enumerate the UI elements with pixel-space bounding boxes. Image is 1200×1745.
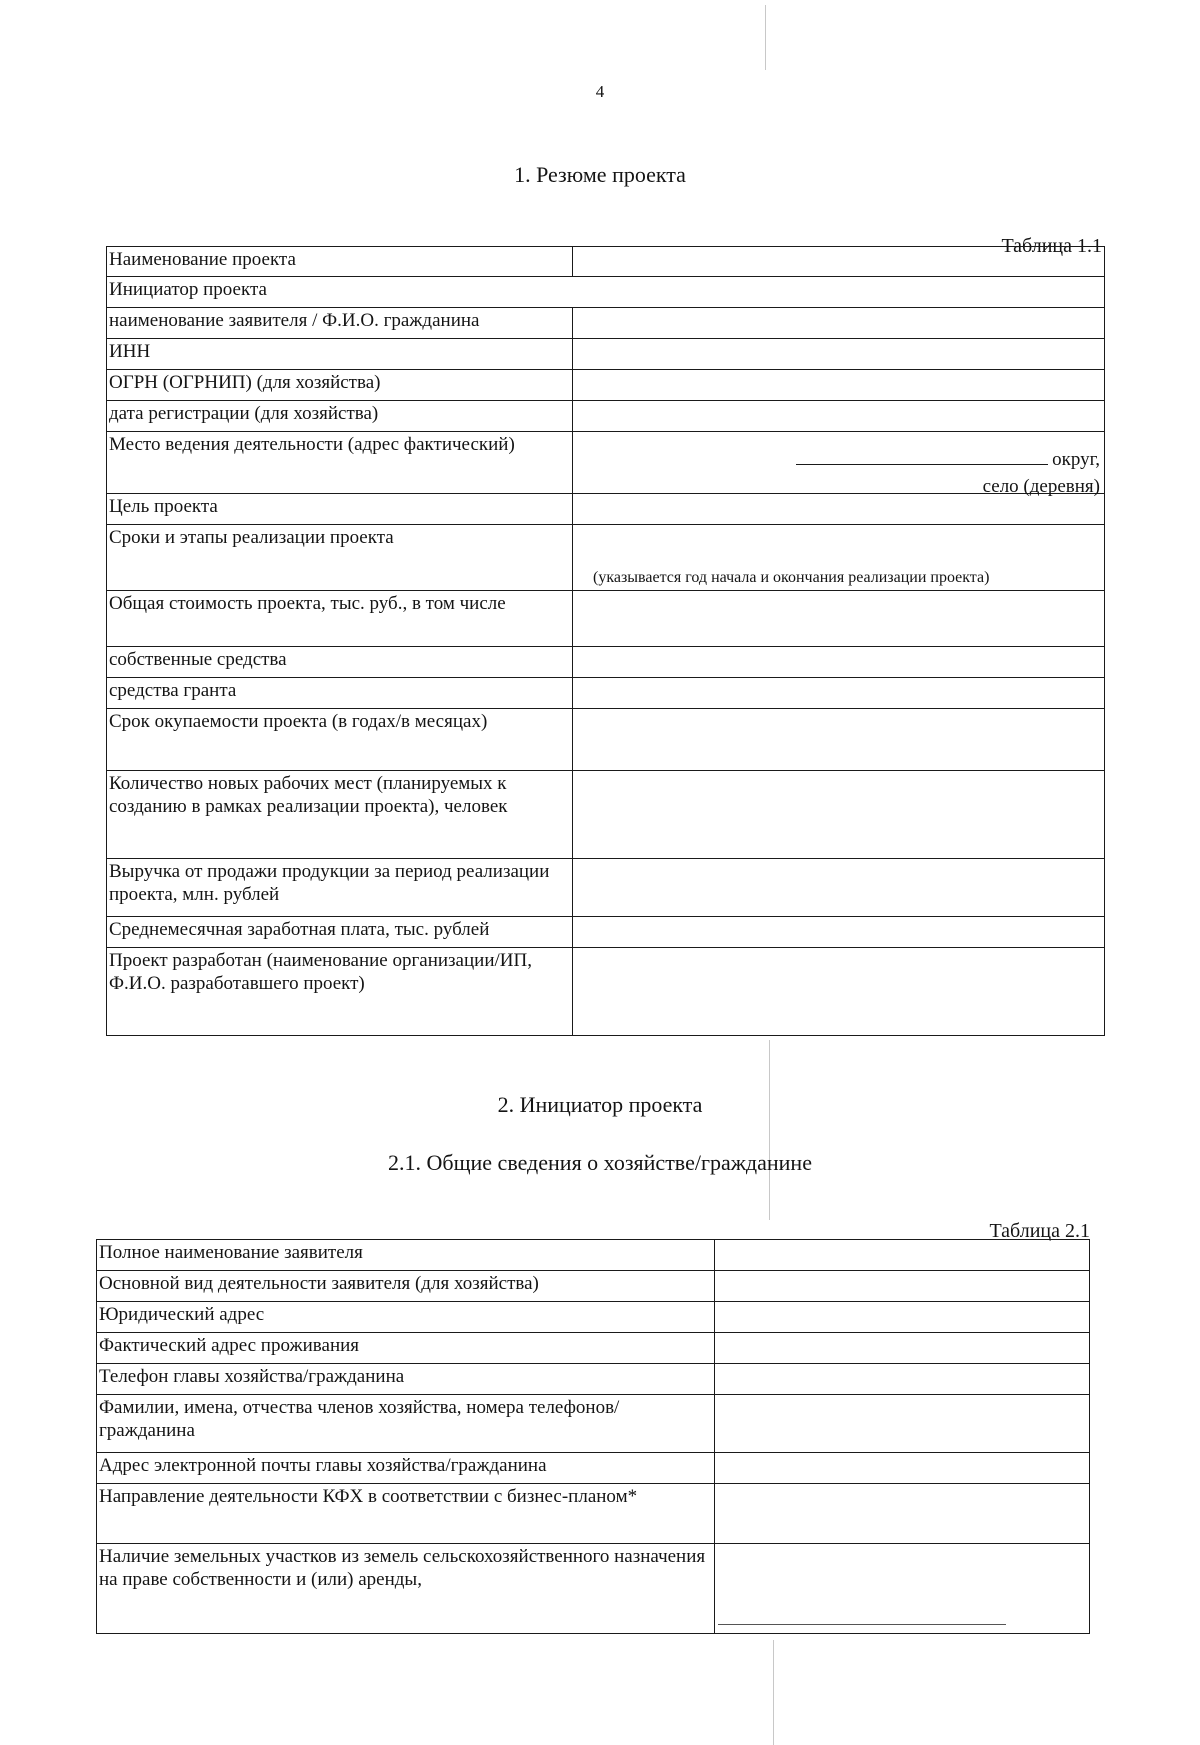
scan-artifact-line [765,5,766,70]
value-cell[interactable] [573,494,1105,525]
table-row [97,1364,1090,1395]
row-label: Общая стоимость проекта, тыс. руб., в том числе [107,591,573,647]
row-label: дата регистрации (для хозяйства) [107,401,573,432]
value-cell[interactable] [573,859,1105,917]
section-2-1-subtitle: 2.1. Общие сведения о хозяйстве/гражданине [388,1150,812,1175]
value-cell[interactable] [573,401,1105,432]
district-blank[interactable] [796,450,1048,465]
value-cell[interactable] [573,370,1105,401]
table-row [97,1333,1090,1364]
value-cell[interactable] [573,948,1105,1036]
value-cell[interactable] [573,247,1105,277]
scan-artifact-line [769,1040,770,1220]
row-label: Срок окупаемости проекта (в годах/в месяцах) [107,709,573,771]
bottom-rule [718,1624,1006,1625]
value-cell[interactable] [715,1484,1090,1544]
row-label: Среднемесячная заработная плата, тыс. рублей [107,917,573,948]
initiator-info-table [96,1239,1090,1634]
row-label: ИНН [107,339,573,370]
value-cell[interactable] [573,308,1105,339]
project-summary-table [106,246,1105,1036]
activity-place-cell[interactable] [573,432,1105,498]
value-cell[interactable] [573,709,1105,771]
value-cell[interactable] [573,917,1105,948]
table-row [97,1395,1090,1453]
row-label: Наименование проекта [107,247,573,277]
okrug-label: округ, [1052,449,1100,470]
table-row [97,1302,1090,1333]
table-row [107,678,1105,709]
value-cell[interactable] [715,1240,1090,1271]
value-cell[interactable] [573,591,1105,647]
table-row [107,277,1105,308]
period-hint: (указывается год начала и окончания реализации проекта) [593,569,990,587]
table-row [97,1240,1090,1271]
row-label: Основной вид деятельности заявителя (для хозяйства) [97,1271,715,1302]
table-row [107,247,1105,277]
table-row [107,370,1105,401]
value-cell[interactable] [573,678,1105,709]
table-row [97,1484,1090,1544]
table-row [107,591,1105,647]
row-label: наименование заявителя / Ф.И.О. гражданина [107,308,573,339]
table-row [107,525,1105,591]
table-2-1-caption: Таблица 2.1 [989,1220,1090,1242]
value-cell[interactable] [715,1544,1090,1634]
place-fill-in [796,448,1100,498]
row-label: Количество новых рабочих мест (планируемых к созданию в рамках реализации проекта), человек [107,771,573,859]
table-row [107,917,1105,948]
table-row [107,339,1105,370]
row-label: Фамилии, имена, отчества членов хозяйства, номера телефонов/гражданина [97,1395,715,1453]
table-row [107,647,1105,678]
row-label: Проект разработан (наименование организации/ИП, Ф.И.О. разработавшего проект) [107,948,573,1036]
row-label: Юридический адрес [97,1302,715,1333]
table-row [97,1453,1090,1484]
row-label: Полное наименование заявителя [97,1240,715,1271]
row-label: Инициатор проекта [107,277,1105,308]
row-label: Направление деятельности КФХ в соответствии с бизнес-планом* [97,1484,715,1544]
value-cell[interactable] [715,1333,1090,1364]
scan-artifact-line [773,1640,774,1745]
table-row [107,948,1105,1036]
row-label: Наличие земельных участков из земель сельскохозяйственного назначения на праве собственности и (или) аренды, [97,1544,715,1634]
value-cell[interactable] [573,339,1105,370]
section-2-title: 2. Инициатор проекта [497,1092,703,1117]
table-row [107,308,1105,339]
section-1-title: 1. Резюме проекта [514,162,686,187]
value-cell[interactable] [715,1364,1090,1395]
page-number: 4 [595,82,605,101]
table-1-1-caption: Таблица 1.1 [1001,235,1102,257]
table-row [107,494,1105,525]
row-label: Телефон главы хозяйства/гражданина [97,1364,715,1395]
value-cell[interactable] [573,647,1105,678]
row-label: Выручка от продажи продукции за период реализации проекта, млн. рублей [107,859,573,917]
value-cell[interactable] [715,1395,1090,1453]
row-label: Цель проекта [107,494,573,525]
period-cell[interactable] [573,525,1105,591]
table-row [97,1271,1090,1302]
row-label: собственные средства [107,647,573,678]
table-row [107,771,1105,859]
row-label: Место ведения деятельности (адрес фактический) [107,432,573,494]
value-cell[interactable] [715,1302,1090,1333]
table-row [107,859,1105,917]
value-cell[interactable] [715,1453,1090,1484]
table-row [107,709,1105,771]
row-label: ОГРН (ОГРНИП) (для хозяйства) [107,370,573,401]
row-label: Сроки и этапы реализации проекта [107,525,573,591]
table-row [97,1544,1090,1634]
value-cell[interactable] [715,1271,1090,1302]
row-label: средства гранта [107,678,573,709]
table-row [107,432,1105,494]
selo-label: село (деревня) [982,476,1100,498]
row-label: Фактический адрес проживания [97,1333,715,1364]
row-label: Адрес электронной почты главы хозяйства/гражданина [97,1453,715,1484]
table-row [107,401,1105,432]
value-cell[interactable] [573,771,1105,859]
